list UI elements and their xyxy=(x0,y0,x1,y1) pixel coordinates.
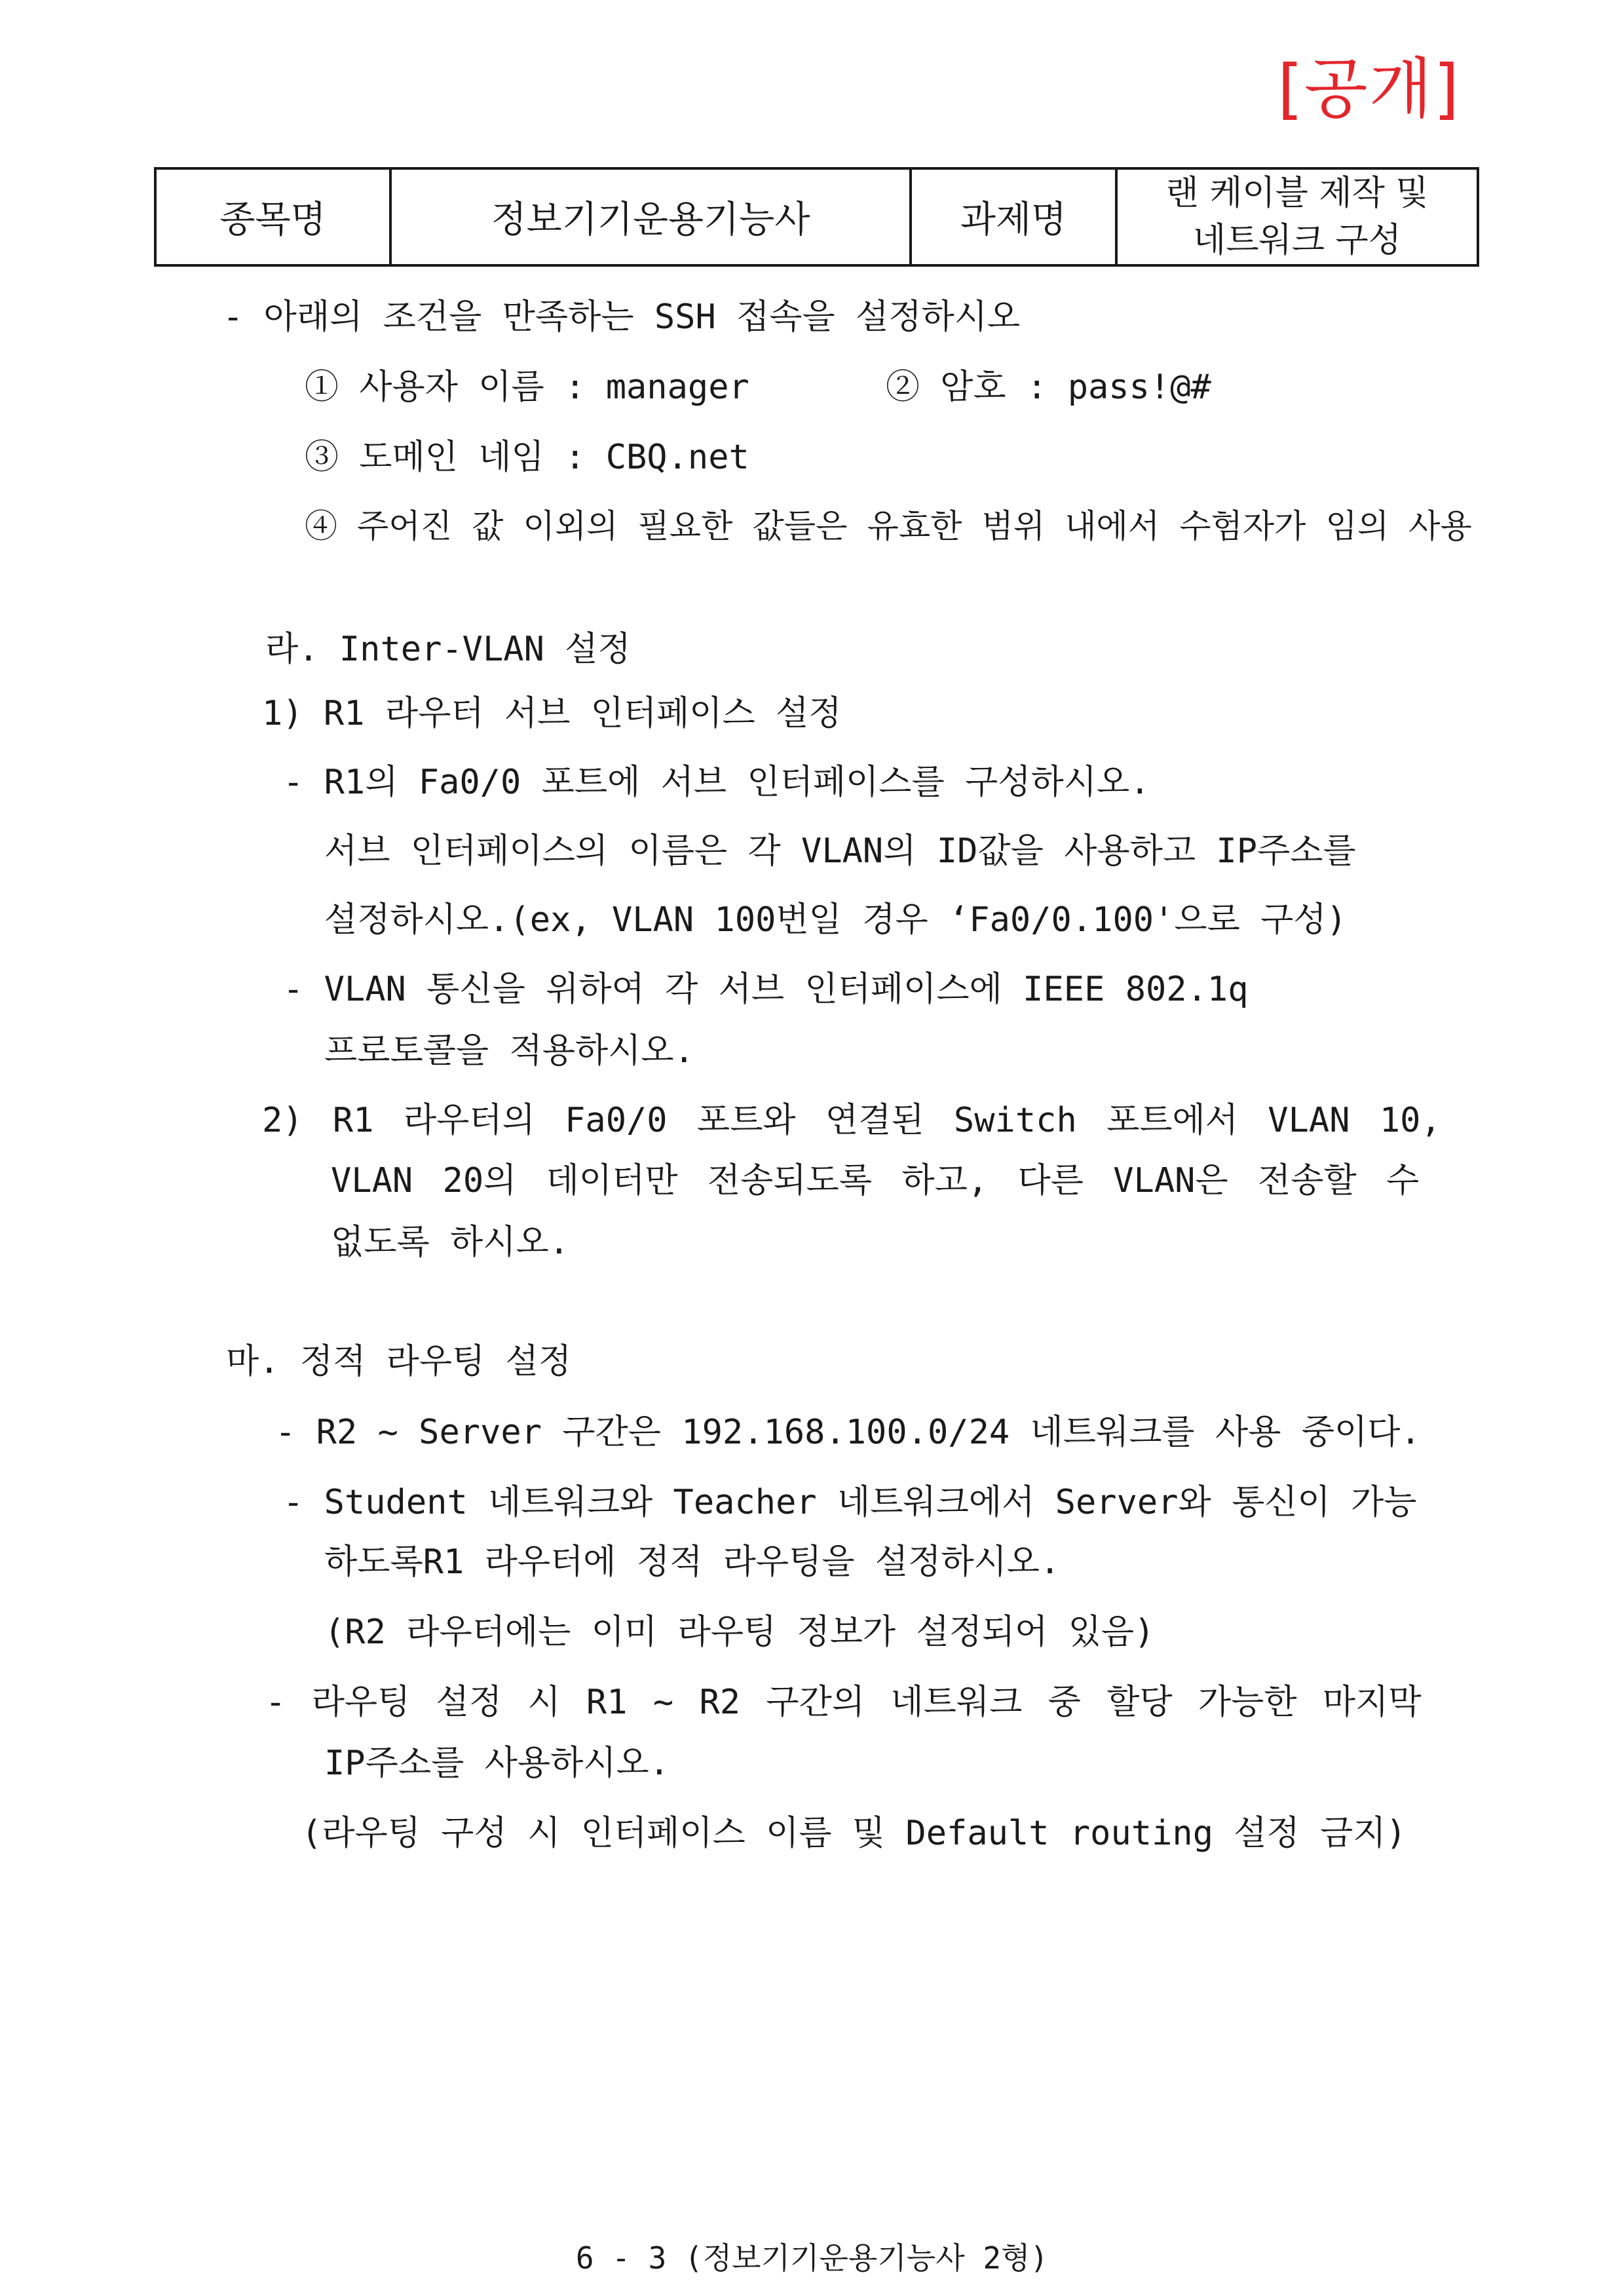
section-ra-bullet1-line2: 서브 인터페이스의 이름은 각 VLAN의 ID값을 사용하고 IP주소를 xyxy=(324,832,1356,871)
section-ma-bullet2-line2: 하도록R1 라우터에 정적 라우팅을 설정하시오. xyxy=(324,1542,1061,1582)
ssh-intro: - 아래의 조건을 만족하는 SSH 접속을 설정하시오 xyxy=(223,297,1021,337)
section-ra-bullet2-line1: - VLAN 통신을 위하여 각 서브 인터페이스에 IEEE 802.1q xyxy=(283,970,1249,1009)
section-ma-bullet3-line2: IP주소를 사용하시오. xyxy=(324,1744,670,1783)
section-ra-sub2-line2: VLAN 20의 데이터만 전송되도록 하고, 다른 VLAN은 전송할 수 xyxy=(331,1161,1420,1200)
section-ra-bullet1-line3: 설정하시오.(ex, VLAN 100번일 경우 ‘Fa0/0.100'으로 구성) xyxy=(324,900,1347,940)
page-number: 6 - 3 (정보기기운용기능사 2형) xyxy=(575,2240,1049,2276)
section-ma-bullet1: - R2 ~ Server 구간은 192.168.100.0/24 네트워크를 사용 중이다. xyxy=(275,1413,1421,1452)
header-task-line2: 네트워크 구성 xyxy=(1193,221,1401,260)
header-value-task xyxy=(1116,168,1478,265)
section-ma-bullet2-line1: - Student 네트워크와 Teacher 네트워크에서 Server와 통신이 가능 xyxy=(283,1483,1417,1522)
ssh-item-other: ④ 주어진 값 이외의 필요한 값들은 유효한 범위 내에서 수험자가 임의 사용 xyxy=(305,507,1472,545)
ssh-item-domain: ③ 도메인 네임 : CBQ.net xyxy=(305,438,749,477)
section-ra-sub2-line3: 없도록 하시오. xyxy=(331,1223,570,1262)
header-value-category: 정보기기운용기능사 xyxy=(390,168,911,265)
ssh-item-username: ① 사용자 이름 : manager xyxy=(305,368,749,407)
section-ra-bullet1-line1: - R1의 Fa0/0 포트에 서브 인터페이스를 구성하시오. xyxy=(283,763,1150,802)
public-stamp: [공개] xyxy=(1277,50,1461,127)
section-ma-bullet3-line1: - 라우팅 설정 시 R1 ~ R2 구간의 네트워크 중 할당 가능한 마지막 xyxy=(265,1683,1422,1722)
section-ra-sub2-line1: 2) R1 라우터의 Fa0/0 포트와 연결된 Switch 포트에서 VLAN 10, xyxy=(262,1101,1441,1140)
header-task-line1: 랜 케이블 제작 및 xyxy=(1165,174,1429,213)
ssh-item-password: ② 암호 : pass!@# xyxy=(886,368,1211,407)
header-table xyxy=(154,167,1479,267)
section-ra-title: 라. Inter-VLAN 설정 xyxy=(265,630,631,669)
section-ma-bullet3-line3: (라우팅 구성 시 인터페이스 이름 및 Default routing 설정 금지) xyxy=(301,1814,1407,1853)
header-label-task: 과제명 xyxy=(911,168,1116,265)
section-ma-bullet2-line3: (R2 라우터에는 이미 라우팅 정보가 설정되어 있음) xyxy=(324,1613,1155,1652)
section-ra-bullet2-line2: 프로토콜을 적용하시오. xyxy=(324,1031,694,1071)
section-ma-title: 마. 정적 라우팅 설정 xyxy=(226,1342,572,1381)
page-footer xyxy=(0,2234,1624,2278)
header-label-category: 종목명 xyxy=(155,168,390,265)
section-ra-sub1: 1) R1 라우터 서브 인터페이스 설정 xyxy=(262,694,842,733)
